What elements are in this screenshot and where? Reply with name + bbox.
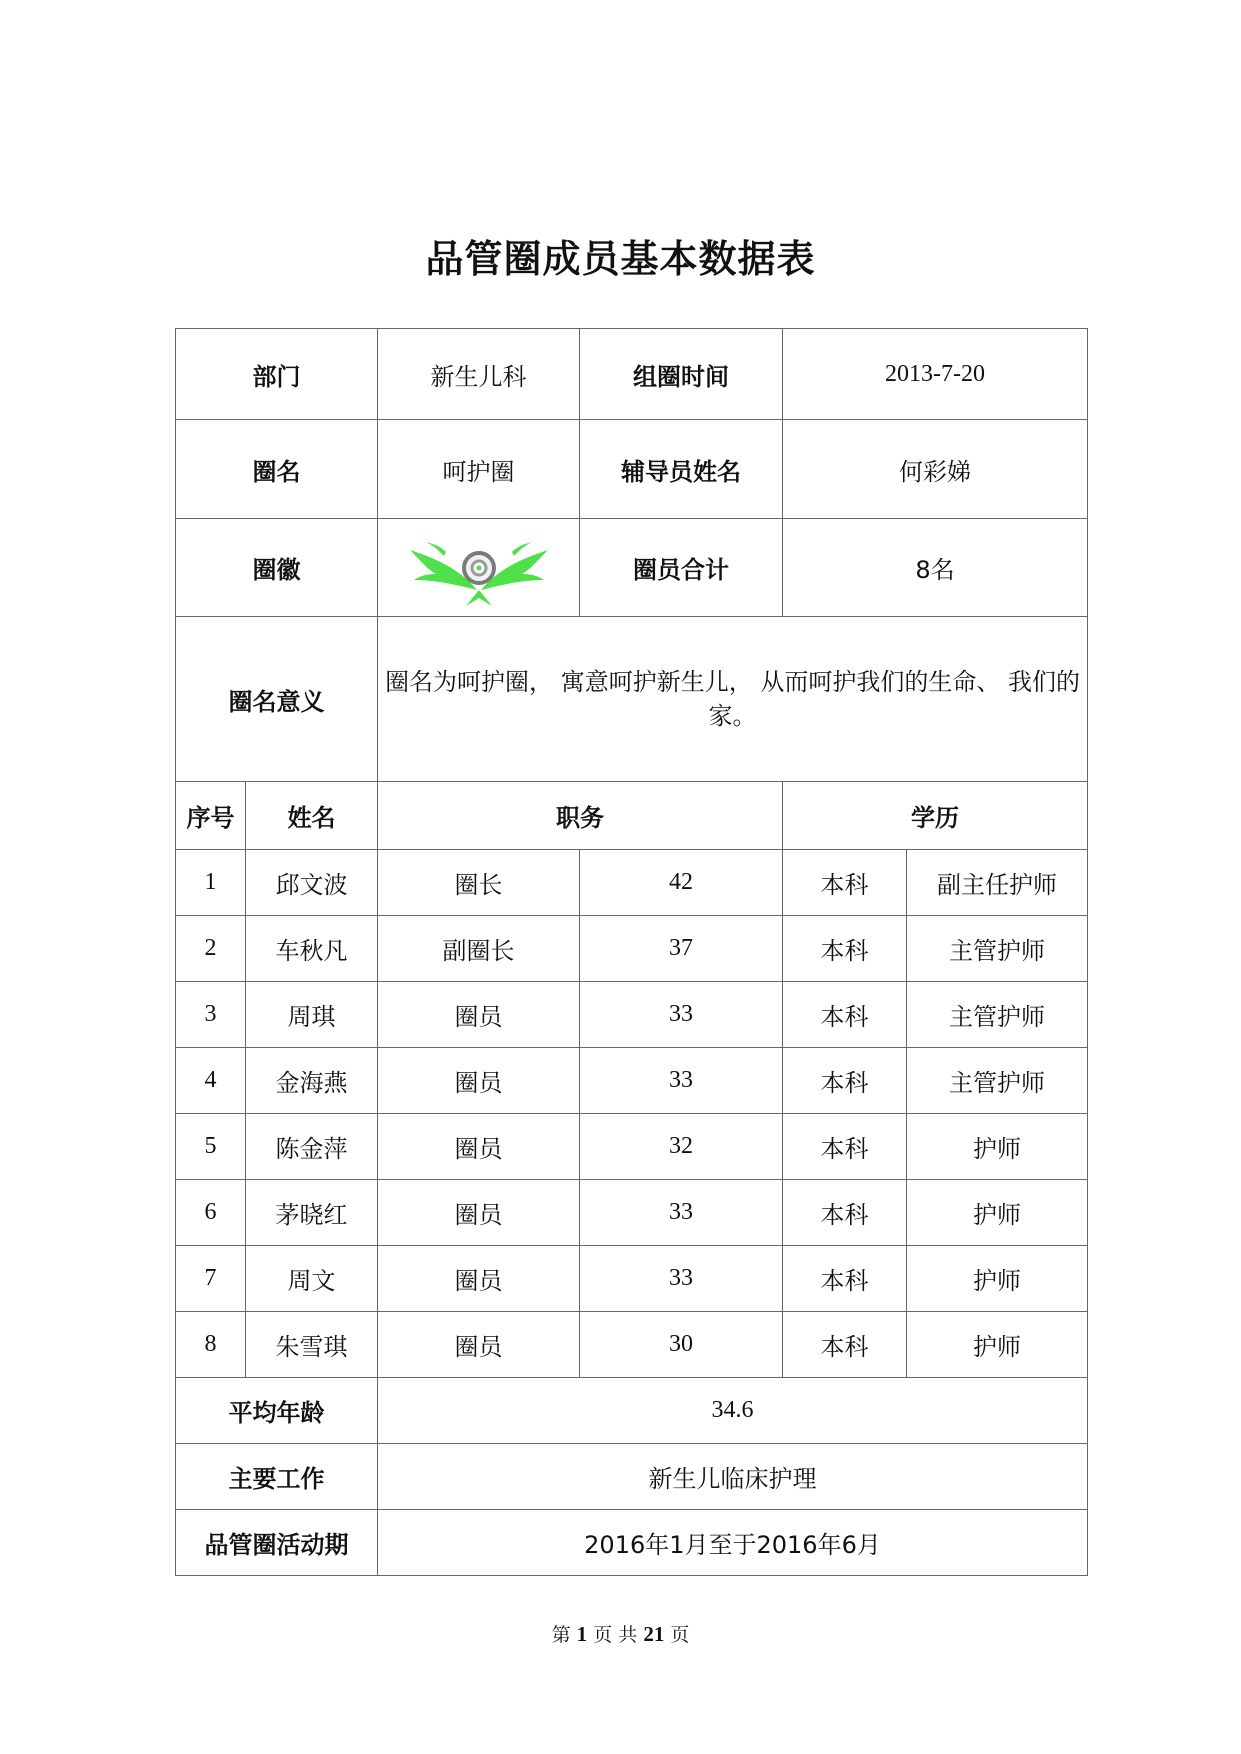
member-name: 车秋凡 (246, 916, 378, 982)
member-index: 8 (176, 1312, 246, 1378)
emblem-label: 圈徽 (176, 519, 378, 617)
header-position: 职务 (378, 782, 783, 850)
member-position: 圈长 (378, 850, 580, 916)
member-degree: 本科 (783, 982, 907, 1048)
member-degree: 本科 (783, 1246, 907, 1312)
meaning-value: 圈名为呵护圈， 寓意呵护新生儿， 从而呵护我们的生命、 我们的家。 (378, 617, 1088, 782)
row-circle-name (176, 420, 1088, 519)
table-row (176, 1048, 1088, 1114)
avg-age-value: 34.6 (378, 1378, 1088, 1444)
count-value: 8名 (783, 519, 1088, 617)
member-degree: 本科 (783, 916, 907, 982)
member-index: 6 (176, 1180, 246, 1246)
member-data-table (175, 328, 1088, 1576)
member-degree: 本科 (783, 850, 907, 916)
circle-name-label: 圈名 (176, 420, 378, 519)
member-age: 32 (580, 1114, 783, 1180)
row-average-age (176, 1378, 1088, 1444)
count-label: 圈员合计 (580, 519, 783, 617)
member-position: 圈员 (378, 1048, 580, 1114)
footer-page-number: 1 (576, 1622, 588, 1646)
member-name: 陈金萍 (246, 1114, 378, 1180)
row-department (176, 329, 1088, 420)
member-index: 5 (176, 1114, 246, 1180)
member-rows (176, 850, 1088, 1378)
member-age: 37 (580, 916, 783, 982)
member-title: 护师 (907, 1246, 1088, 1312)
member-name: 朱雪琪 (246, 1312, 378, 1378)
member-title: 主管护师 (907, 1048, 1088, 1114)
table-row (176, 1312, 1088, 1378)
member-age: 33 (580, 1246, 783, 1312)
member-age: 33 (580, 982, 783, 1048)
member-age: 33 (580, 1048, 783, 1114)
member-name: 周琪 (246, 982, 378, 1048)
table-row (176, 850, 1088, 916)
member-degree: 本科 (783, 1048, 907, 1114)
member-index: 2 (176, 916, 246, 982)
footer-total-unit: 页 (670, 1624, 690, 1646)
member-index: 4 (176, 1048, 246, 1114)
member-title: 护师 (907, 1180, 1088, 1246)
row-emblem (176, 519, 1088, 617)
page-footer (0, 1620, 1241, 1647)
work-value: 新生儿临床护理 (378, 1444, 1088, 1510)
member-index: 3 (176, 982, 246, 1048)
member-name: 茅晓红 (246, 1180, 378, 1246)
dept-label: 部门 (176, 329, 378, 420)
member-index: 7 (176, 1246, 246, 1312)
member-position: 圈员 (378, 1180, 580, 1246)
member-position: 圈员 (378, 1246, 580, 1312)
member-index: 1 (176, 850, 246, 916)
header-index: 序号 (176, 782, 246, 850)
footer-page-unit: 页 (593, 1624, 613, 1646)
emblem-cell (378, 519, 580, 617)
member-title: 主管护师 (907, 916, 1088, 982)
row-activity-period (176, 1510, 1088, 1576)
member-title: 副主任护师 (907, 850, 1088, 916)
member-title: 护师 (907, 1114, 1088, 1180)
member-position: 圈员 (378, 1114, 580, 1180)
time-value: 2013-7-20 (783, 329, 1088, 420)
member-age: 30 (580, 1312, 783, 1378)
member-age: 42 (580, 850, 783, 916)
member-name: 邱文波 (246, 850, 378, 916)
row-main-work (176, 1444, 1088, 1510)
header-name: 姓名 (246, 782, 378, 850)
period-label: 品管圈活动期 (176, 1510, 378, 1576)
table-row (176, 1114, 1088, 1180)
avg-age-label: 平均年龄 (176, 1378, 378, 1444)
meaning-label: 圈名意义 (176, 617, 378, 782)
tutor-label: 辅导员姓名 (580, 420, 783, 519)
member-degree: 本科 (783, 1312, 907, 1378)
member-name: 金海燕 (246, 1048, 378, 1114)
footer-total-word: 共 (618, 1624, 638, 1646)
period-value: 2016年1月至于2016年6月 (378, 1510, 1088, 1576)
member-name: 周文 (246, 1246, 378, 1312)
member-position: 圈员 (378, 1312, 580, 1378)
circle-name-value: 呵护圈 (378, 420, 580, 519)
header-education: 学历 (783, 782, 1088, 850)
tutor-value: 何彩娣 (783, 420, 1088, 519)
member-title: 主管护师 (907, 982, 1088, 1048)
member-position: 副圈长 (378, 916, 580, 982)
row-meaning (176, 617, 1088, 782)
dept-value: 新生儿科 (378, 329, 580, 420)
table-row (176, 916, 1088, 982)
circle-emblem-logo (404, 528, 554, 608)
work-label: 主要工作 (176, 1444, 378, 1510)
member-age: 33 (580, 1180, 783, 1246)
footer-page-word: 第 (551, 1624, 571, 1646)
page-title: 品管圈成员基本数据表 (425, 236, 816, 281)
table-row (176, 982, 1088, 1048)
member-title: 护师 (907, 1312, 1088, 1378)
member-position: 圈员 (378, 982, 580, 1048)
table-row (176, 1180, 1088, 1246)
footer-total-number: 21 (643, 1622, 665, 1646)
member-degree: 本科 (783, 1180, 907, 1246)
table-row (176, 1246, 1088, 1312)
member-degree: 本科 (783, 1114, 907, 1180)
time-label: 组圈时间 (580, 329, 783, 420)
member-header-row (176, 782, 1088, 850)
